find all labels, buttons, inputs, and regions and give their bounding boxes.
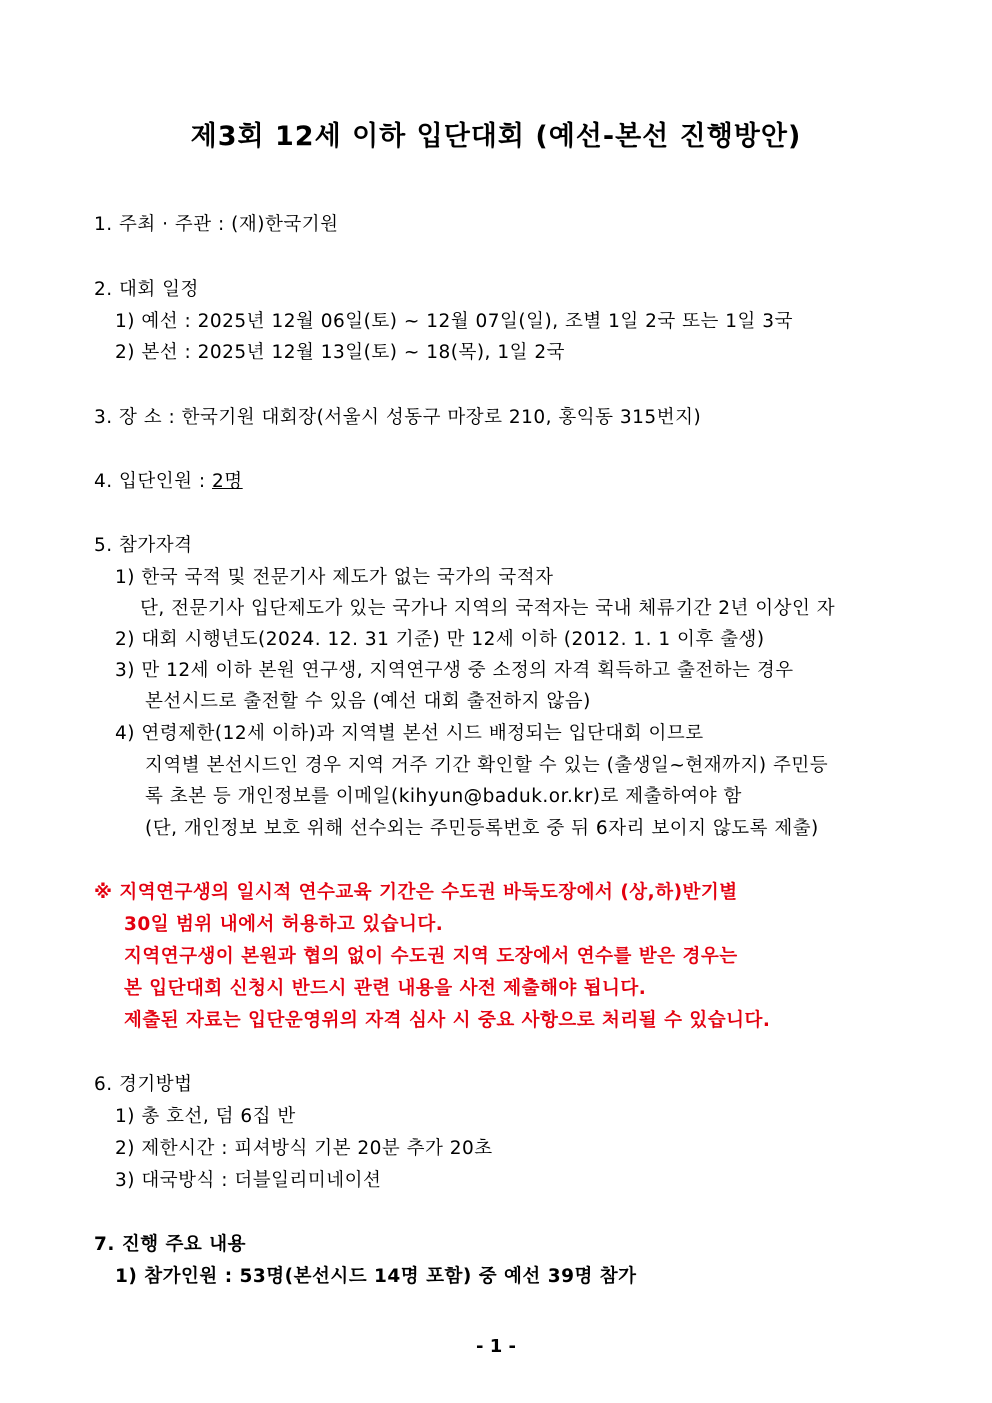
schedule-preliminary: 1) 예선 : 2025년 12월 06일(토) ~ 12월 07일(일), 조별 1일 2국 또는 1일 3국 [115,311,793,332]
notice-line-3: 지역연구생이 본원과 협의 없이 수도권 지역 도장에서 연수를 받은 경우는 [124,946,738,967]
page-number: - 1 - [476,1336,516,1357]
eligibility-item-4-cont-3: (단, 개인정보 보호 위해 선수외는 주민등록번호 중 뒤 6자리 보이지 않도록 제출) [145,818,819,839]
eligibility-item-4: 4) 연령제한(12세 이하)과 지역별 본선 시드 배정되는 입단대회 이므로 [115,723,704,744]
notice-line-2: 30일 범위 내에서 허용하고 있습니다. [124,914,444,935]
progress-item-1: 1) 참가인원 : 53명(본선시드 14명 포함) 중 예선 39명 참가 [115,1266,637,1287]
section-rules-heading: 6. 경기방법 [94,1074,193,1095]
section-host: 1. 주최 · 주관 : (재)한국기원 [94,214,339,235]
eligibility-item-3: 3) 만 12세 이하 본원 연구생, 지역연구생 중 소정의 자격 획득하고 출전하는 경우 [115,660,794,681]
section-venue: 3. 장 소 : 한국기원 대회장(서울시 성동구 마장로 210, 홍익동 315번지) [94,407,702,428]
notice-line-5: 제출된 자료는 입단운영위의 자격 심사 시 중요 사항으로 처리될 수 있습니다. [124,1010,771,1031]
eligibility-item-4-cont-1: 지역별 본선시드인 경우 지역 거주 기간 확인할 수 있는 (출생일~현재까지) 주민등 [145,755,829,776]
admission-value: 2명 [212,471,243,492]
rules-item-3: 3) 대국방식 : 더블일리미네이션 [115,1170,382,1191]
section-schedule-heading: 2. 대회 일정 [94,279,199,300]
eligibility-item-4-cont-2: 록 초본 등 개인정보를 이메일(kihyun@baduk.or.kr)로 제출하여야 함 [145,786,742,807]
rules-item-1: 1) 총 호선, 덤 6집 반 [115,1106,296,1127]
eligibility-item-2: 2) 대회 시행년도(2024. 12. 31 기준) 만 12세 이하 (2012. 1. 1 이후 출생) [115,629,765,650]
eligibility-item-1-note: 단, 전문기사 입단제도가 있는 국가나 지역의 국적자는 국내 체류기간 2년 이상인 자 [140,598,836,619]
schedule-main: 2) 본선 : 2025년 12월 13일(토) ~ 18(목), 1일 2국 [115,342,565,363]
eligibility-item-1: 1) 한국 국적 및 전문기사 제도가 없는 국가의 국적자 [115,567,554,588]
page-title: 제3회 12세 이하 입단대회 (예선-본선 진행방안) [190,121,802,152]
rules-item-2: 2) 제한시간 : 피셔방식 기본 20분 추가 20초 [115,1138,493,1159]
section-admission-count [94,467,243,493]
eligibility-item-3-cont: 본선시드로 출전할 수 있음 (예선 대회 출전하지 않음) [145,691,591,712]
section-progress-heading: 7. 진행 주요 내용 [94,1234,246,1255]
notice-line-4: 본 입단대회 신청시 반드시 관련 내용을 사전 제출해야 됩니다. [124,978,647,999]
section-eligibility-heading: 5. 참가자격 [94,535,193,556]
notice-line-1: ※ 지역연구생의 일시적 연수교육 기간은 수도권 바둑도장에서 (상,하)반기별 [94,882,738,903]
admission-label: 4. 입단인원 : [94,471,213,492]
